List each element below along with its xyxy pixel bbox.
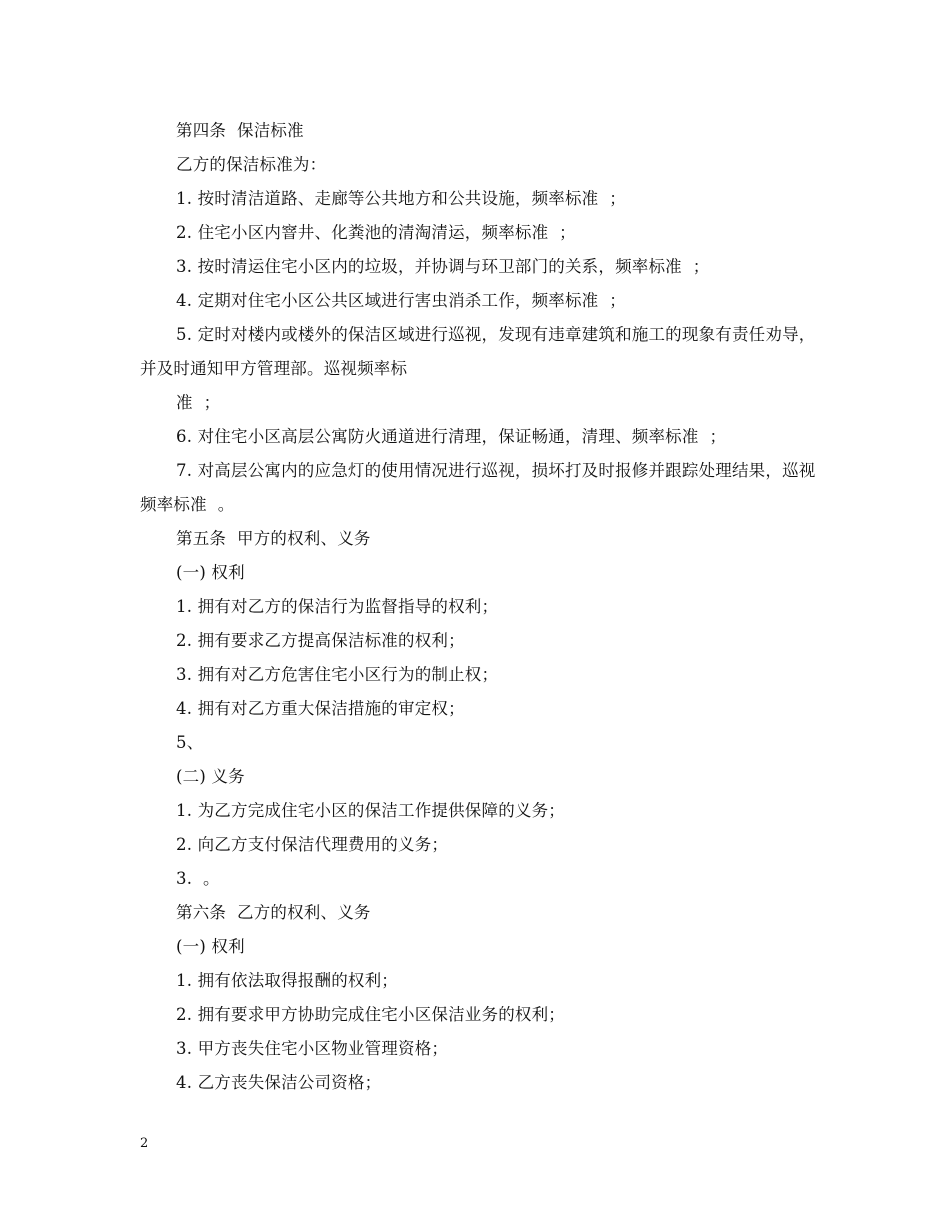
section-heading: (二) 义务 — [176, 767, 245, 786]
section-heading: (一) 权利 — [176, 563, 245, 582]
list-item: 4. 定期对住宅小区公共区域进行害虫消杀工作，频率标准 ； — [176, 291, 626, 310]
list-item: 3. 拥有对乙方危害住宅小区行为的制止权； — [176, 665, 499, 684]
page-number: 2 — [140, 1136, 149, 1151]
list-item: 2. 向乙方支付保洁代理费用的义务； — [176, 835, 449, 854]
article-5-heading: 第五条 甲方的权利、义务 — [176, 529, 371, 548]
article-4-heading: 第四条 保洁标准 — [176, 121, 304, 140]
list-item: 1. 拥有对乙方的保洁行为监督指导的权利； — [176, 597, 499, 616]
list-item: 7. 对高层公寓内的应急灯的使用情况进行巡视，损坏打及时报修并跟踪处理结果，巡视频率标准 。 — [140, 461, 816, 514]
list-item: 1. 按时清洁道路、走廊等公共地方和公共设施，频率标准 ； — [176, 189, 626, 208]
list-item: 2. 拥有要求甲方协助完成住宅小区保洁业务的权利； — [176, 1005, 565, 1024]
list-item: 3. 甲方丧失住宅小区物业管理资格； — [176, 1039, 449, 1058]
list-item: 2. 住宅小区内窨井、化粪池的清淘清运，频率标准 ； — [176, 223, 576, 242]
list-item: 4. 拥有对乙方重大保洁措施的审定权； — [176, 699, 465, 718]
article-6-heading: 第六条 乙方的权利、义务 — [176, 903, 371, 922]
list-item-continuation: 准 ； — [176, 393, 221, 412]
list-item: 3. 按时清运住宅小区内的垃圾，并协调与环卫部门的关系，频率标准 ； — [176, 257, 710, 276]
list-item: 3. 。 — [176, 869, 220, 888]
list-item: 4. 乙方丧失保洁公司资格； — [176, 1073, 382, 1092]
list-item: 2. 拥有要求乙方提高保洁标准的权利； — [176, 631, 465, 650]
list-item: 6. 对住宅小区高层公寓防火通道进行清理，保证畅通，清理、频率标准 ； — [176, 427, 727, 446]
section-heading: (一) 权利 — [176, 937, 245, 956]
paragraph: 乙方的保洁标准为： — [176, 155, 327, 174]
list-item: 5、 — [176, 733, 204, 752]
list-item: 5. 定时对楼内或楼外的保洁区域进行巡视，发现有违章建筑和施工的现象有责任劝导，并及时通知甲方管理部。巡视频率标 — [140, 325, 816, 378]
document-body — [140, 114, 820, 1100]
list-item: 1. 拥有依法取得报酬的权利； — [176, 971, 398, 990]
list-item: 1. 为乙方完成住宅小区的保洁工作提供保障的义务； — [176, 801, 565, 820]
